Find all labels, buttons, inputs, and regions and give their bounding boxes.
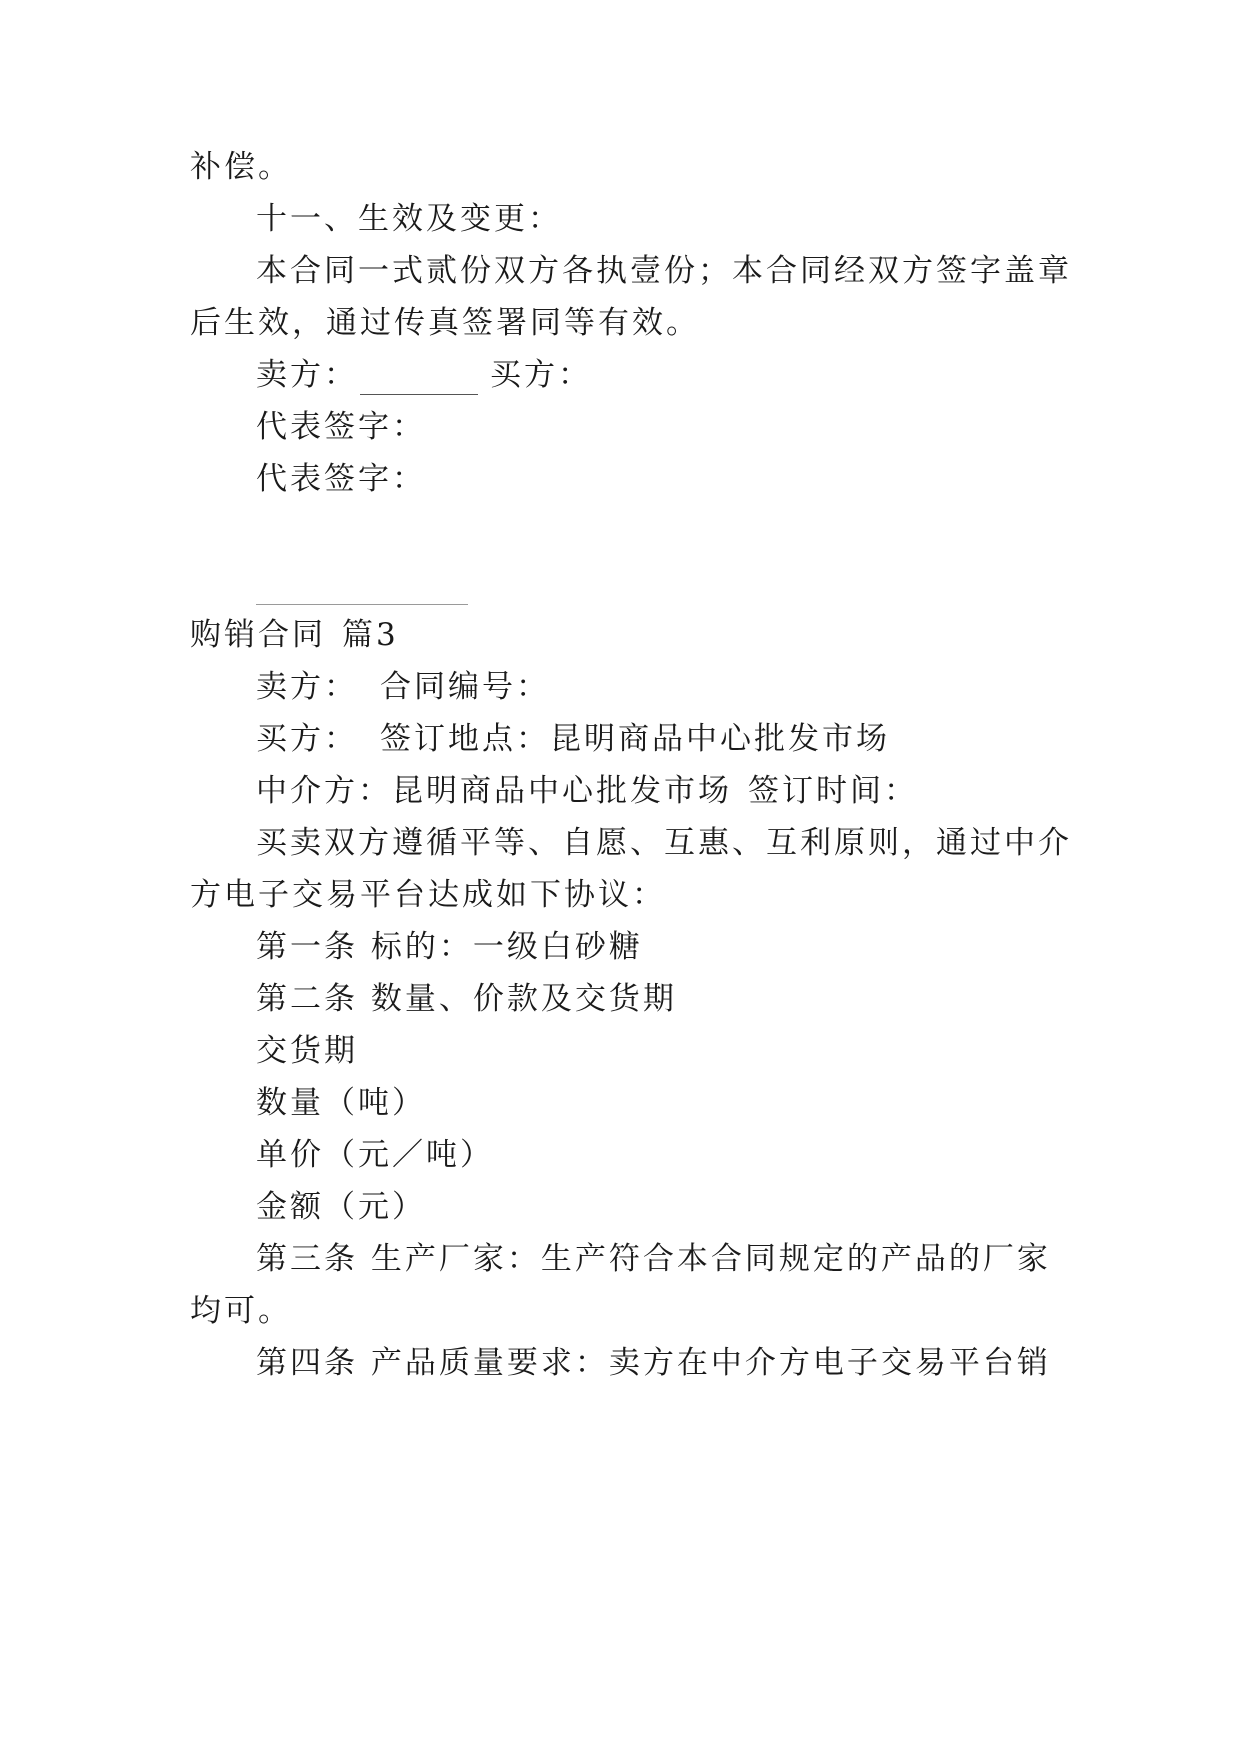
- intro-line1: 买卖双方遵循平等、自愿、互惠、互利原则，通过中介: [256, 825, 1072, 861]
- sign-place: 签订地点：昆明商品中心批发市场: [380, 721, 890, 757]
- seller-label: 卖方：: [256, 357, 358, 393]
- seller-contract-line: [256, 667, 550, 707]
- article-4-line1: 第四条 产品质量要求：卖方在中介方电子交易平台销: [256, 1345, 1051, 1381]
- buyer-place-line: [256, 719, 890, 759]
- section-title-suffix: 篇3: [342, 617, 399, 653]
- article-3-line1: 第三条 生产厂家：生产符合本合同规定的产品的厂家: [256, 1241, 1051, 1277]
- paragraph-effect-line1: 本合同一式贰份双方各执壹份；本合同经双方签字盖章: [256, 253, 1072, 289]
- separator-rule: [256, 604, 468, 605]
- seller-blank: [360, 368, 478, 395]
- column-quantity: 数量（吨）: [256, 1085, 426, 1121]
- paragraph-tail: 补偿。: [190, 149, 292, 185]
- heading-effect: 十一、生效及变更：: [256, 201, 562, 237]
- agent-party: 中介方：昆明商品中心批发市场: [256, 773, 732, 809]
- column-amount: 金额（元）: [256, 1189, 426, 1225]
- signature-line-1: 代表签字：: [256, 409, 426, 445]
- article-1: 第一条 标的：一级白砂糖: [256, 929, 643, 965]
- paragraph-effect-line2: 后生效，通过传真签署同等有效。: [190, 305, 700, 341]
- article-3-line2: 均可。: [190, 1293, 292, 1329]
- section-title-text: 购销合同: [190, 617, 326, 653]
- seller-label-3: 卖方：: [256, 669, 358, 705]
- column-unit-price: 单价（元／吨）: [256, 1137, 494, 1173]
- buyer-label: 买方：: [490, 357, 592, 393]
- contract-number-label: 合同编号：: [380, 669, 550, 705]
- agent-time-line: [256, 771, 918, 811]
- section-title: [190, 615, 399, 655]
- intro-line2: 方电子交易平台达成如下协议：: [190, 877, 666, 913]
- signature-line-2: 代表签字：: [256, 461, 426, 497]
- buyer-label-3: 买方：: [256, 721, 358, 757]
- column-delivery: 交货期: [256, 1033, 358, 1069]
- sign-time-label: 签订时间：: [748, 773, 918, 809]
- article-2: 第二条 数量、价款及交货期: [256, 981, 677, 1017]
- parties-line: [256, 355, 592, 395]
